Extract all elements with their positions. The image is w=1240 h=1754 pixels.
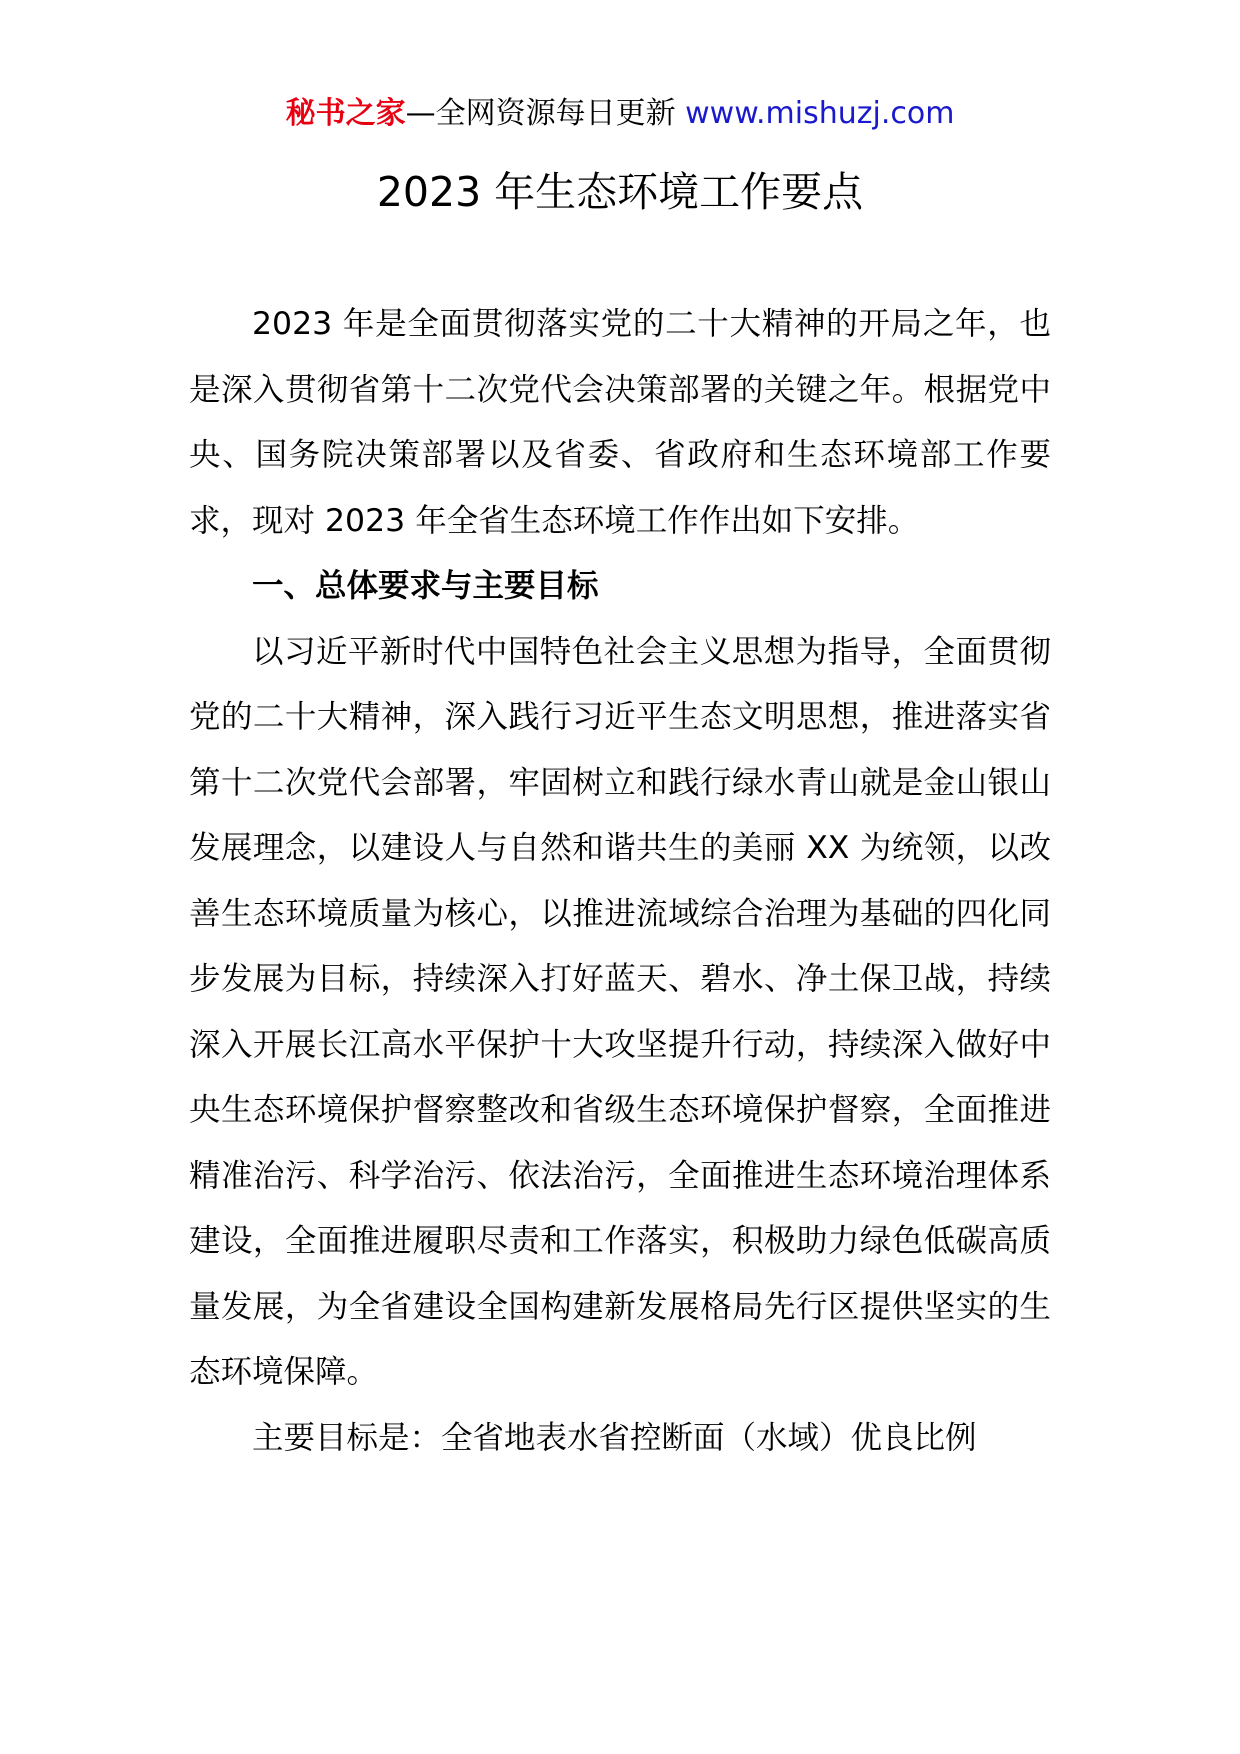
document-body <box>189 292 1051 1471</box>
site-url-link[interactable]: www.mishuzj.com <box>685 96 955 131</box>
site-banner <box>0 94 1240 134</box>
banner-slogan: —全网资源每日更新 <box>405 96 676 131</box>
brand-name: 秘书之家 <box>285 96 406 131</box>
goals-paragraph: 主要目标是：全省地表水省控断面（水域）优良比例 <box>252 1419 977 1456</box>
section-heading: 一、总体要求与主要目标 <box>252 568 599 604</box>
intro-paragraph: 2023 年是全面贯彻落实党的二十大精神的开局之年，也是深入贯彻省第十二次党代会决策部署的关键之年。根据党中央、国务院决策部署以及省委、省政府和生态环境部工作要求，现对 2023 年全省生态环境工作作出如下安排。 <box>189 306 1051 539</box>
document-title: 2023 年生态环境工作要点 <box>376 168 864 216</box>
section-paragraph: 以习近平新时代中国特色社会主义思想为指导，全面贯彻党的二十大精神，深入践行习近平生态文明思想，推进落实省第十二次党代会部署，牢固树立和践行绿水青山就是金山银山发展理念，以建设人与自然和谐共生的美丽 XX 为统领，以改善生态环境质量为核心，以推进流域综合治理为基础的四化同步发展为目标，持续深入打好蓝天、碧水、净土保卫战，持续深入开展长江高水平保护十大攻坚提升行动，持续深入做好中央生态环境保护督察整改和省级生态环境保护督察，全面推进精准治污、科学治污、依法治污，全面推进生态环境治理体系建设，全面推进履职尽责和工作落实，积极助力绿色低碳高质量发展，为全省建设全国构建新发展格局先行区提供坚实的生态环境保障。 <box>189 633 1051 1390</box>
